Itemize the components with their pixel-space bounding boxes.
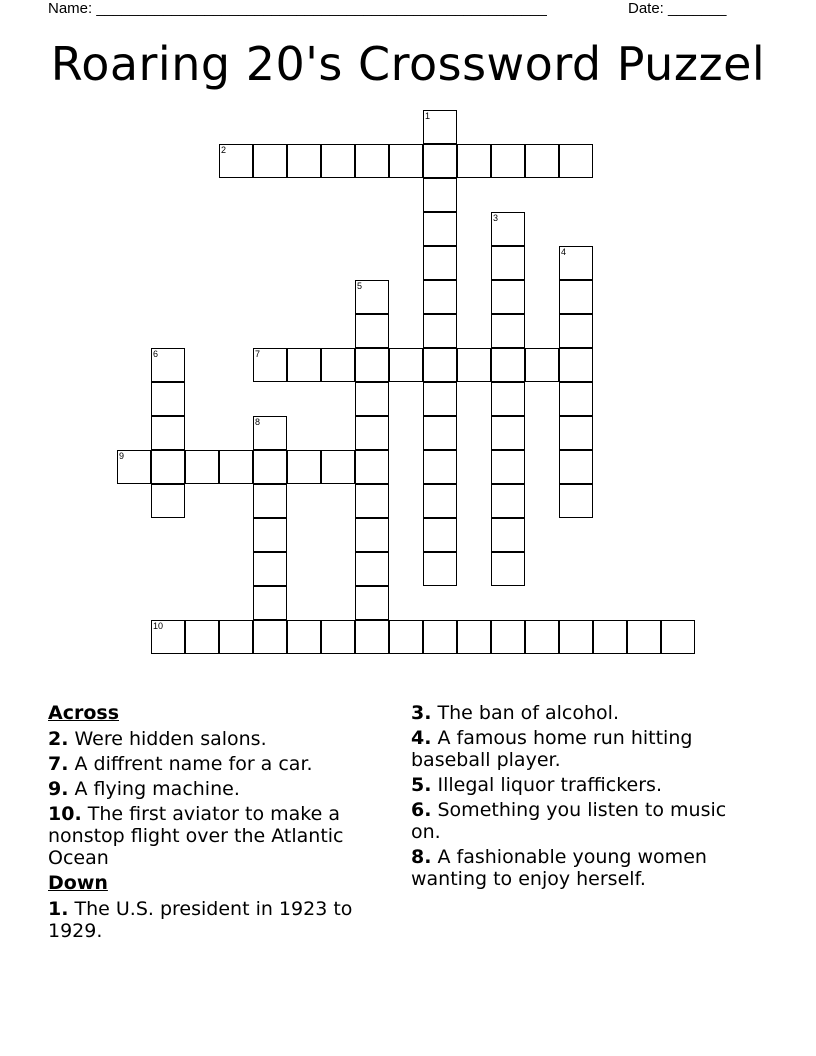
grid-cell[interactable]	[389, 348, 423, 382]
grid-cell[interactable]	[321, 620, 355, 654]
grid-cell[interactable]	[593, 620, 627, 654]
grid-cell[interactable]	[559, 280, 593, 314]
grid-cell[interactable]	[423, 314, 457, 348]
grid-cell[interactable]	[423, 110, 457, 144]
grid-cell[interactable]	[287, 348, 321, 382]
grid-cell[interactable]	[117, 450, 151, 484]
grid-cell[interactable]	[661, 620, 695, 654]
grid-cell[interactable]	[457, 144, 491, 178]
grid-cell[interactable]	[627, 620, 661, 654]
grid-cell[interactable]	[253, 484, 287, 518]
grid-cell[interactable]	[559, 144, 593, 178]
clue-number: 4.	[411, 727, 432, 749]
clue-text: The U.S. president in 1923 to 1929.	[48, 898, 353, 942]
grid-cell[interactable]	[253, 144, 287, 178]
clue-number: 10.	[48, 803, 82, 825]
clue-down-5	[411, 774, 761, 796]
grid-cell[interactable]	[151, 484, 185, 518]
clue-number: 9.	[48, 778, 69, 800]
grid-cell[interactable]	[355, 348, 389, 382]
grid-cell[interactable]	[355, 144, 389, 178]
down-heading: Down	[48, 872, 108, 894]
grid-cell[interactable]	[559, 450, 593, 484]
grid-cell[interactable]	[287, 620, 321, 654]
grid-cell[interactable]	[355, 450, 389, 484]
grid-cell[interactable]	[185, 620, 219, 654]
grid-cell[interactable]	[253, 552, 287, 586]
grid-cell[interactable]	[219, 144, 253, 178]
grid-cell[interactable]	[423, 178, 457, 212]
grid-cell[interactable]	[151, 382, 185, 416]
grid-cell[interactable]	[253, 450, 287, 484]
grid-cell[interactable]	[253, 586, 287, 620]
grid-cell[interactable]	[423, 416, 457, 450]
clue-text: A diffrent name for a car.	[74, 753, 313, 775]
grid-cell[interactable]	[423, 246, 457, 280]
grid-cell[interactable]	[355, 280, 389, 314]
grid-cell[interactable]	[559, 348, 593, 382]
grid-cell[interactable]	[355, 586, 389, 620]
grid-cell[interactable]	[423, 518, 457, 552]
grid-cell[interactable]	[559, 246, 593, 280]
grid-cell[interactable]	[423, 144, 457, 178]
grid-cell[interactable]	[559, 620, 593, 654]
clue-down-8	[411, 846, 761, 890]
grid-cell[interactable]	[355, 314, 389, 348]
clue-down-6	[411, 799, 761, 843]
clue-text: The first aviator to make a nonstop flight over the Atlantic Ocean	[48, 803, 344, 869]
clue-across-10	[48, 803, 388, 869]
grid-cell[interactable]	[457, 620, 491, 654]
grid-cell[interactable]	[151, 450, 185, 484]
grid-cell[interactable]	[355, 382, 389, 416]
grid-cell[interactable]	[185, 450, 219, 484]
cell-number: 8	[255, 417, 261, 427]
cell-number: 4	[561, 247, 567, 257]
grid-cell[interactable]	[491, 484, 525, 518]
cell-number: 3	[493, 213, 499, 223]
grid-cell[interactable]	[491, 246, 525, 280]
grid-cell[interactable]	[321, 348, 355, 382]
grid-cell[interactable]	[559, 416, 593, 450]
grid-cell[interactable]	[559, 314, 593, 348]
name-field[interactable]: Name: ______________________________________________________	[48, 0, 547, 17]
clue-number: 1.	[48, 898, 69, 920]
clue-number: 3.	[411, 702, 432, 724]
clues-right-column	[411, 702, 761, 893]
clue-text: A fashionable young women wanting to enjoy herself.	[411, 846, 707, 890]
clue-number: 2.	[48, 728, 69, 750]
grid-cell[interactable]	[355, 484, 389, 518]
grid-cell[interactable]	[457, 348, 491, 382]
clue-text: A famous home run hitting baseball player.	[411, 727, 693, 771]
grid-cell[interactable]	[423, 450, 457, 484]
clue-text: A flying machine.	[74, 778, 240, 800]
clue-number: 6.	[411, 799, 432, 821]
grid-cell[interactable]	[253, 518, 287, 552]
grid-cell[interactable]	[423, 552, 457, 586]
grid-cell[interactable]	[355, 552, 389, 586]
grid-cell[interactable]	[491, 212, 525, 246]
clue-text: The ban of alcohol.	[437, 702, 619, 724]
clue-down-4	[411, 727, 761, 771]
grid-cell[interactable]	[491, 348, 525, 382]
grid-cell[interactable]	[423, 484, 457, 518]
grid-cell[interactable]	[423, 348, 457, 382]
grid-cell[interactable]	[287, 144, 321, 178]
across-heading: Across	[48, 702, 120, 724]
cell-number: 5	[357, 281, 363, 291]
grid-cell[interactable]	[355, 518, 389, 552]
grid-cell[interactable]	[219, 620, 253, 654]
clue-across-9	[48, 778, 388, 800]
grid-cell[interactable]	[559, 484, 593, 518]
clue-text: Something you listen to music on.	[411, 799, 727, 843]
grid-cell[interactable]	[287, 450, 321, 484]
cell-number: 10	[153, 621, 164, 631]
grid-cell[interactable]	[389, 144, 423, 178]
cell-number: 6	[153, 349, 159, 359]
clue-number: 5.	[411, 774, 432, 796]
grid-cell[interactable]	[491, 382, 525, 416]
clue-text: Illegal liquor traffickers.	[437, 774, 662, 796]
cell-number: 9	[119, 451, 125, 461]
grid-cell[interactable]	[355, 416, 389, 450]
clue-down-3	[411, 702, 761, 724]
grid-cell[interactable]	[253, 620, 287, 654]
grid-cell[interactable]	[219, 450, 253, 484]
grid-cell[interactable]	[321, 144, 355, 178]
clues-left-column	[48, 702, 388, 945]
clue-number: 8.	[411, 846, 432, 868]
grid-cell[interactable]	[491, 280, 525, 314]
cell-number: 2	[221, 145, 227, 155]
grid-cell[interactable]	[559, 382, 593, 416]
grid-cell[interactable]	[491, 620, 525, 654]
grid-cell[interactable]	[355, 620, 389, 654]
grid-cell[interactable]	[151, 416, 185, 450]
page-title: Roaring 20's Crossword Puzzel	[50, 37, 766, 91]
grid-cell[interactable]	[253, 416, 287, 450]
cell-number: 7	[255, 349, 261, 359]
clue-text: Were hidden salons.	[74, 728, 267, 750]
grid-cell[interactable]	[423, 620, 457, 654]
grid-cell[interactable]	[151, 348, 185, 382]
grid-cell[interactable]	[491, 518, 525, 552]
grid-cell[interactable]	[423, 280, 457, 314]
grid-cell[interactable]	[423, 212, 457, 246]
grid-cell[interactable]	[389, 620, 423, 654]
grid-cell[interactable]	[491, 552, 525, 586]
grid-cell[interactable]	[525, 348, 559, 382]
grid-cell[interactable]	[151, 620, 185, 654]
grid-cell[interactable]	[491, 416, 525, 450]
grid-cell[interactable]	[423, 382, 457, 416]
grid-cell[interactable]	[491, 450, 525, 484]
clue-number: 7.	[48, 753, 69, 775]
grid-cell[interactable]	[525, 620, 559, 654]
grid-cell[interactable]	[253, 348, 287, 382]
clue-down-1	[48, 898, 388, 942]
grid-cell[interactable]	[525, 144, 559, 178]
grid-cell[interactable]	[491, 314, 525, 348]
cell-number: 1	[425, 111, 431, 121]
clue-across-7	[48, 753, 388, 775]
grid-cell[interactable]	[321, 450, 355, 484]
clue-across-2	[48, 728, 388, 750]
date-field[interactable]: Date: _______	[628, 0, 727, 17]
grid-cell[interactable]	[491, 144, 525, 178]
